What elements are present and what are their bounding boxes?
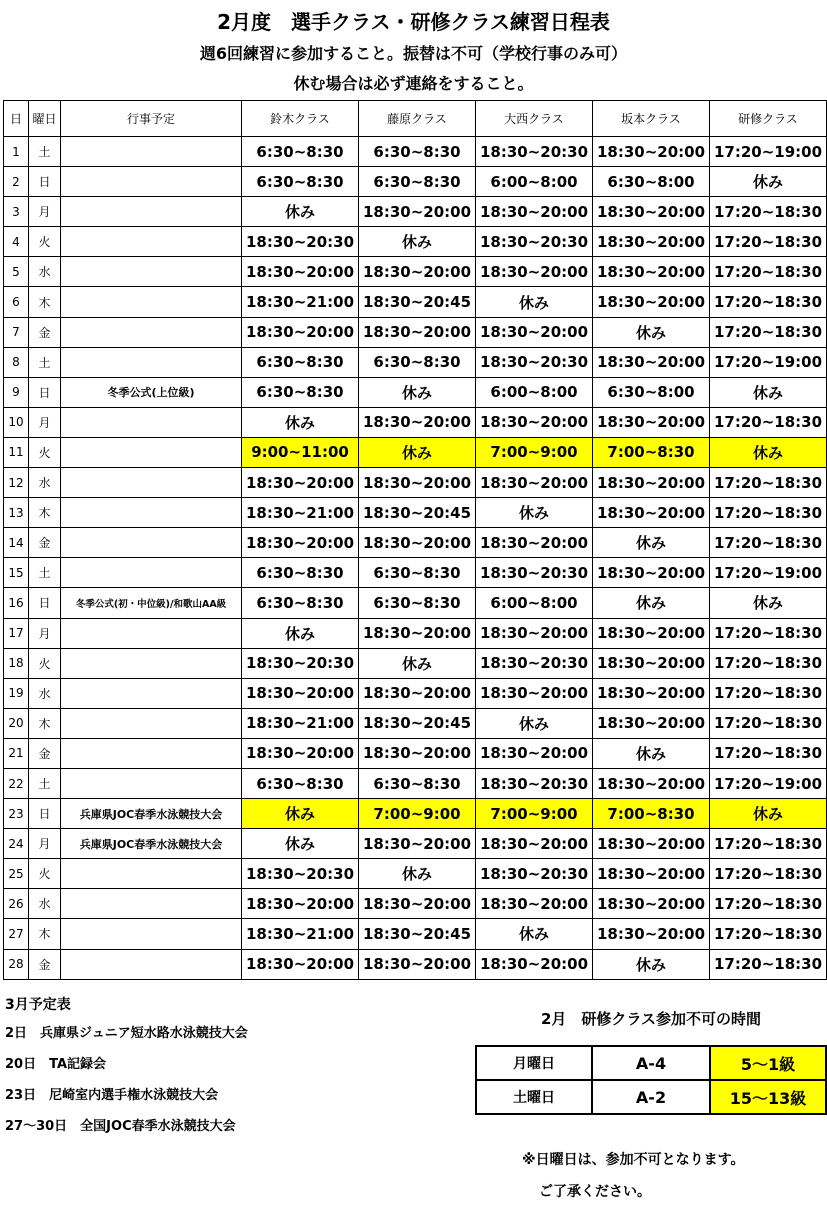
event-cell <box>61 498 242 528</box>
event-cell: 冬季公式(初・中位級)/和歌山AA級 <box>61 588 242 618</box>
schedule-row <box>4 257 827 287</box>
weekday: 火 <box>29 437 61 467</box>
practice-time-fujiwara: 18:30~20:00 <box>359 407 476 437</box>
schedule-row <box>4 588 827 618</box>
day-number: 20 <box>4 708 29 738</box>
practice-time-onishi: 7:00~9:00 <box>476 437 593 467</box>
event-cell: 兵庫県JOC春季水泳競技大会 <box>61 799 242 829</box>
event-cell <box>61 919 242 949</box>
practice-time-suzuki: 18:30~20:30 <box>242 227 359 257</box>
practice-time-fujiwara: 18:30~20:45 <box>359 287 476 317</box>
practice-time-fujiwara: 18:30~20:00 <box>359 678 476 708</box>
practice-time-fujiwara: 18:30~20:00 <box>359 738 476 768</box>
day-number: 5 <box>4 257 29 287</box>
schedule-row <box>4 859 827 889</box>
practice-time-onishi: 6:00~8:00 <box>476 377 593 407</box>
practice-time-kenshu: 17:20~18:30 <box>710 287 827 317</box>
practice-time-sakamoto: 6:30~8:00 <box>593 377 710 407</box>
weekday: 日 <box>29 588 61 618</box>
day-number: 8 <box>4 347 29 377</box>
header-weekday: 曜日 <box>29 101 61 137</box>
schedule-row <box>4 347 827 377</box>
weekday: 金 <box>29 949 61 979</box>
day-number: 2 <box>4 167 29 197</box>
practice-time-fujiwara: 休み <box>359 648 476 678</box>
event-cell <box>61 167 242 197</box>
practice-time-suzuki: 18:30~20:00 <box>242 738 359 768</box>
practice-time-onishi: 18:30~20:00 <box>476 618 593 648</box>
schedule-row <box>4 287 827 317</box>
practice-time-kenshu: 17:20~18:30 <box>710 829 827 859</box>
practice-time-fujiwara: 18:30~20:00 <box>359 889 476 919</box>
practice-time-fujiwara: 6:30~8:30 <box>359 167 476 197</box>
day-number: 21 <box>4 738 29 768</box>
practice-time-suzuki: 18:30~21:00 <box>242 287 359 317</box>
practice-time-sakamoto: 7:00~8:30 <box>593 799 710 829</box>
march-item: 27～30日 全国JOC春季水泳競技大会 <box>5 1119 236 1134</box>
event-cell <box>61 468 242 498</box>
practice-time-kenshu: 休み <box>710 377 827 407</box>
schedule-row <box>4 648 827 678</box>
practice-time-fujiwara: 休み <box>359 377 476 407</box>
practice-time-onishi: 18:30~20:00 <box>476 528 593 558</box>
weekday: 火 <box>29 227 61 257</box>
practice-time-kenshu: 休み <box>710 437 827 467</box>
event-cell <box>61 407 242 437</box>
header-events: 行事予定 <box>61 101 242 137</box>
header-day: 日 <box>4 101 29 137</box>
practice-time-suzuki: 休み <box>242 197 359 227</box>
subtitle-absence-rule: 休む場合は必ず連絡をすること。 <box>293 74 534 93</box>
practice-time-sakamoto: 18:30~20:00 <box>593 287 710 317</box>
schedule-row <box>4 678 827 708</box>
practice-time-kenshu: 17:20~18:30 <box>710 708 827 738</box>
event-cell <box>61 889 242 919</box>
practice-time-suzuki: 6:30~8:30 <box>242 347 359 377</box>
practice-time-sakamoto: 18:30~20:00 <box>593 137 710 167</box>
event-cell <box>61 257 242 287</box>
march-item: 20日 TA記録会 <box>5 1057 107 1072</box>
practice-time-suzuki: 6:30~8:30 <box>242 377 359 407</box>
practice-time-sakamoto: 18:30~20:00 <box>593 498 710 528</box>
practice-time-suzuki: 18:30~20:30 <box>242 648 359 678</box>
practice-time-onishi: 18:30~20:00 <box>476 257 593 287</box>
weekday: 月 <box>29 829 61 859</box>
practice-time-kenshu: 17:20~18:30 <box>710 227 827 257</box>
practice-time-sakamoto: 18:30~20:00 <box>593 618 710 648</box>
weekday: 水 <box>29 889 61 919</box>
practice-time-suzuki: 18:30~20:00 <box>242 889 359 919</box>
practice-time-suzuki: 6:30~8:30 <box>242 137 359 167</box>
practice-time-sakamoto: 18:30~20:00 <box>593 768 710 798</box>
practice-time-fujiwara: 休み <box>359 437 476 467</box>
schedule-table <box>3 100 827 980</box>
practice-time-kenshu: 17:20~18:30 <box>710 738 827 768</box>
practice-time-suzuki: 休み <box>242 618 359 648</box>
practice-time-kenshu: 17:20~18:30 <box>710 257 827 287</box>
event-cell <box>61 738 242 768</box>
event-cell <box>61 317 242 347</box>
header-kenshu-class: 研修クラス <box>710 101 827 137</box>
unavailable-group: A-4 <box>592 1046 710 1080</box>
practice-time-sakamoto: 18:30~20:00 <box>593 708 710 738</box>
practice-time-sakamoto: 18:30~20:00 <box>593 468 710 498</box>
practice-time-sakamoto: 休み <box>593 317 710 347</box>
schedule-row <box>4 949 827 979</box>
practice-time-sakamoto: 7:00~8:30 <box>593 437 710 467</box>
practice-time-onishi: 18:30~20:30 <box>476 347 593 377</box>
weekday: 月 <box>29 407 61 437</box>
event-cell <box>61 618 242 648</box>
practice-time-fujiwara: 6:30~8:30 <box>359 137 476 167</box>
practice-time-fujiwara: 18:30~20:00 <box>359 829 476 859</box>
event-cell <box>61 287 242 317</box>
practice-time-fujiwara: 18:30~20:00 <box>359 949 476 979</box>
practice-time-fujiwara: 18:30~20:00 <box>359 528 476 558</box>
unavailable-weekday: 土曜日 <box>476 1080 592 1114</box>
practice-time-sakamoto: 休み <box>593 588 710 618</box>
header-suzuki-class: 鈴木クラス <box>242 101 359 137</box>
practice-time-fujiwara: 6:30~8:30 <box>359 347 476 377</box>
practice-time-suzuki: 休み <box>242 799 359 829</box>
practice-time-sakamoto: 18:30~20:00 <box>593 859 710 889</box>
practice-time-kenshu: 17:20~19:00 <box>710 558 827 588</box>
practice-time-onishi: 18:30~20:00 <box>476 407 593 437</box>
day-number: 11 <box>4 437 29 467</box>
practice-time-onishi: 18:30~20:30 <box>476 137 593 167</box>
day-number: 14 <box>4 528 29 558</box>
day-number: 13 <box>4 498 29 528</box>
event-cell <box>61 859 242 889</box>
event-cell <box>61 678 242 708</box>
day-number: 28 <box>4 949 29 979</box>
event-cell <box>61 558 242 588</box>
weekday: 土 <box>29 768 61 798</box>
weekday: 金 <box>29 738 61 768</box>
kenshu-unavailable-table <box>475 1045 827 1115</box>
subtitle-attendance-rule: 週6回練習に参加すること。振替は不可（学校行事のみ可） <box>199 44 628 63</box>
schedule-row <box>4 377 827 407</box>
practice-time-sakamoto: 休み <box>593 528 710 558</box>
practice-time-fujiwara: 休み <box>359 859 476 889</box>
practice-time-suzuki: 休み <box>242 407 359 437</box>
practice-time-onishi: 18:30~20:00 <box>476 738 593 768</box>
weekday: 日 <box>29 377 61 407</box>
practice-time-onishi: 6:00~8:00 <box>476 588 593 618</box>
day-number: 15 <box>4 558 29 588</box>
event-cell <box>61 227 242 257</box>
weekday: 日 <box>29 799 61 829</box>
practice-time-sakamoto: 18:30~20:00 <box>593 648 710 678</box>
practice-time-suzuki: 6:30~8:30 <box>242 167 359 197</box>
practice-time-fujiwara: 6:30~8:30 <box>359 588 476 618</box>
weekday: 火 <box>29 859 61 889</box>
practice-time-onishi: 7:00~9:00 <box>476 799 593 829</box>
weekday: 月 <box>29 618 61 648</box>
day-number: 26 <box>4 889 29 919</box>
unavailable-weekday: 月曜日 <box>476 1046 592 1080</box>
day-number: 18 <box>4 648 29 678</box>
day-number: 25 <box>4 859 29 889</box>
event-cell <box>61 197 242 227</box>
kenshu-unavailable-row <box>476 1080 826 1114</box>
practice-time-kenshu: 休み <box>710 799 827 829</box>
practice-time-suzuki: 18:30~20:00 <box>242 528 359 558</box>
unavailable-group: A-2 <box>592 1080 710 1114</box>
schedule-row <box>4 919 827 949</box>
weekday: 木 <box>29 708 61 738</box>
practice-time-onishi: 18:30~20:00 <box>476 317 593 347</box>
header-fujiwara-class: 藤原クラス <box>359 101 476 137</box>
practice-time-sakamoto: 18:30~20:00 <box>593 407 710 437</box>
practice-time-suzuki: 18:30~20:00 <box>242 468 359 498</box>
practice-time-sakamoto: 18:30~20:00 <box>593 558 710 588</box>
practice-time-kenshu: 17:20~18:30 <box>710 407 827 437</box>
sunday-note: ※日曜日は、参加不可となります。 <box>522 1152 745 1168</box>
weekday: 木 <box>29 498 61 528</box>
unavailable-grade: 5～1級 <box>710 1046 826 1080</box>
practice-time-fujiwara: 18:30~20:45 <box>359 498 476 528</box>
practice-time-suzuki: 18:30~20:00 <box>242 678 359 708</box>
march-item: 2日 兵庫県ジュニア短水路水泳競技大会 <box>5 1026 248 1041</box>
practice-time-onishi: 休み <box>476 919 593 949</box>
practice-time-kenshu: 17:20~18:30 <box>710 949 827 979</box>
practice-time-sakamoto: 18:30~20:00 <box>593 678 710 708</box>
practice-time-onishi: 休み <box>476 708 593 738</box>
day-number: 23 <box>4 799 29 829</box>
practice-time-suzuki: 6:30~8:30 <box>242 588 359 618</box>
header-sakamoto-class: 坂本クラス <box>593 101 710 137</box>
practice-time-sakamoto: 18:30~20:00 <box>593 197 710 227</box>
practice-time-onishi: 18:30~20:00 <box>476 197 593 227</box>
practice-time-onishi: 18:30~20:00 <box>476 829 593 859</box>
day-number: 7 <box>4 317 29 347</box>
schedule-row <box>4 197 827 227</box>
march-item: 23日 尼崎室内選手権水泳競技大会 <box>5 1088 219 1103</box>
event-cell: 兵庫県JOC春季水泳競技大会 <box>61 829 242 859</box>
event-cell <box>61 437 242 467</box>
practice-time-suzuki: 18:30~20:00 <box>242 949 359 979</box>
header-onishi-class: 大西クラス <box>476 101 593 137</box>
day-number: 12 <box>4 468 29 498</box>
practice-time-kenshu: 休み <box>710 167 827 197</box>
practice-time-fujiwara: 7:00~9:00 <box>359 799 476 829</box>
weekday: 月 <box>29 197 61 227</box>
practice-time-kenshu: 17:20~18:30 <box>710 317 827 347</box>
practice-time-fujiwara: 18:30~20:45 <box>359 708 476 738</box>
practice-time-kenshu: 17:20~18:30 <box>710 919 827 949</box>
day-number: 17 <box>4 618 29 648</box>
practice-time-kenshu: 17:20~18:30 <box>710 468 827 498</box>
day-number: 27 <box>4 919 29 949</box>
practice-time-kenshu: 17:20~18:30 <box>710 648 827 678</box>
march-schedule <box>5 992 248 1142</box>
day-number: 3 <box>4 197 29 227</box>
event-cell <box>61 949 242 979</box>
kenshu-unavailable-row <box>476 1046 826 1080</box>
practice-time-onishi: 18:30~20:30 <box>476 227 593 257</box>
practice-time-kenshu: 17:20~19:00 <box>710 768 827 798</box>
schedule-row <box>4 407 827 437</box>
practice-time-onishi: 18:30~20:30 <box>476 768 593 798</box>
day-number: 4 <box>4 227 29 257</box>
practice-time-kenshu: 17:20~19:00 <box>710 347 827 377</box>
day-number: 10 <box>4 407 29 437</box>
practice-time-fujiwara: 18:30~20:00 <box>359 257 476 287</box>
schedule-row <box>4 167 827 197</box>
weekday: 土 <box>29 347 61 377</box>
weekday: 土 <box>29 558 61 588</box>
practice-time-suzuki: 18:30~20:00 <box>242 257 359 287</box>
event-cell: 冬季公式(上位級) <box>61 377 242 407</box>
schedule-row <box>4 558 827 588</box>
schedule-header-row <box>4 101 827 137</box>
practice-time-fujiwara: 18:30~20:00 <box>359 468 476 498</box>
schedule-row <box>4 708 827 738</box>
event-cell <box>61 137 242 167</box>
practice-time-onishi: 18:30~20:30 <box>476 558 593 588</box>
schedule-row <box>4 137 827 167</box>
practice-time-onishi: 18:30~20:30 <box>476 648 593 678</box>
practice-time-sakamoto: 休み <box>593 949 710 979</box>
day-number: 16 <box>4 588 29 618</box>
practice-time-sakamoto: 18:30~20:00 <box>593 257 710 287</box>
practice-time-kenshu: 17:20~18:30 <box>710 678 827 708</box>
practice-time-onishi: 18:30~20:00 <box>476 889 593 919</box>
practice-time-fujiwara: 6:30~8:30 <box>359 558 476 588</box>
schedule-row <box>4 498 827 528</box>
practice-time-kenshu: 17:20~19:00 <box>710 137 827 167</box>
practice-time-suzuki: 18:30~20:30 <box>242 859 359 889</box>
event-cell <box>61 648 242 678</box>
schedule-row <box>4 799 827 829</box>
practice-time-suzuki: 18:30~21:00 <box>242 919 359 949</box>
weekday: 木 <box>29 919 61 949</box>
practice-time-fujiwara: 休み <box>359 227 476 257</box>
day-number: 24 <box>4 829 29 859</box>
practice-time-onishi: 18:30~20:00 <box>476 949 593 979</box>
schedule-row <box>4 829 827 859</box>
day-number: 6 <box>4 287 29 317</box>
practice-time-onishi: 18:30~20:30 <box>476 859 593 889</box>
weekday: 水 <box>29 468 61 498</box>
weekday: 金 <box>29 317 61 347</box>
practice-time-sakamoto: 18:30~20:00 <box>593 347 710 377</box>
page-title: 2月度 選手クラス・研修クラス練習日程表 <box>217 10 610 34</box>
practice-time-onishi: 休み <box>476 498 593 528</box>
practice-time-suzuki: 6:30~8:30 <box>242 558 359 588</box>
weekday: 日 <box>29 167 61 197</box>
schedule-row <box>4 889 827 919</box>
day-number: 1 <box>4 137 29 167</box>
practice-time-fujiwara: 18:30~20:00 <box>359 317 476 347</box>
practice-time-kenshu: 17:20~18:30 <box>710 859 827 889</box>
practice-time-kenshu: 休み <box>710 588 827 618</box>
unavailable-grade: 15～13級 <box>710 1080 826 1114</box>
weekday: 水 <box>29 257 61 287</box>
practice-time-sakamoto: 18:30~20:00 <box>593 227 710 257</box>
practice-time-sakamoto: 18:30~20:00 <box>593 829 710 859</box>
schedule-row <box>4 528 827 558</box>
practice-time-kenshu: 17:20~18:30 <box>710 197 827 227</box>
practice-time-onishi: 18:30~20:00 <box>476 678 593 708</box>
schedule-row <box>4 227 827 257</box>
weekday: 木 <box>29 287 61 317</box>
weekday: 金 <box>29 528 61 558</box>
practice-time-onishi: 6:00~8:00 <box>476 167 593 197</box>
weekday: 水 <box>29 678 61 708</box>
day-number: 19 <box>4 678 29 708</box>
practice-time-suzuki: 6:30~8:30 <box>242 768 359 798</box>
event-cell <box>61 768 242 798</box>
event-cell <box>61 528 242 558</box>
practice-time-sakamoto: 18:30~20:00 <box>593 889 710 919</box>
practice-time-sakamoto: 休み <box>593 738 710 768</box>
practice-time-kenshu: 17:20~18:30 <box>710 498 827 528</box>
practice-time-sakamoto: 18:30~20:00 <box>593 919 710 949</box>
weekday: 土 <box>29 137 61 167</box>
practice-time-suzuki: 9:00~11:00 <box>242 437 359 467</box>
practice-time-suzuki: 18:30~21:00 <box>242 708 359 738</box>
kenshu-unavailable-title: 2月 研修クラス参加不可の時間 <box>541 1010 761 1028</box>
practice-time-kenshu: 17:20~18:30 <box>710 528 827 558</box>
schedule-row <box>4 618 827 648</box>
event-cell <box>61 347 242 377</box>
schedule-row <box>4 738 827 768</box>
practice-time-onishi: 18:30~20:00 <box>476 468 593 498</box>
practice-time-fujiwara: 6:30~8:30 <box>359 768 476 798</box>
schedule-row <box>4 437 827 467</box>
practice-time-suzuki: 18:30~21:00 <box>242 498 359 528</box>
schedule-row <box>4 317 827 347</box>
event-cell <box>61 708 242 738</box>
practice-time-suzuki: 18:30~20:00 <box>242 317 359 347</box>
practice-time-fujiwara: 18:30~20:00 <box>359 618 476 648</box>
march-schedule-title: 3月予定表 <box>5 997 71 1013</box>
schedule-row <box>4 768 827 798</box>
sunday-note-thanks: ご了承ください。 <box>539 1184 651 1200</box>
schedule-row <box>4 468 827 498</box>
practice-time-suzuki: 休み <box>242 829 359 859</box>
practice-time-fujiwara: 18:30~20:00 <box>359 197 476 227</box>
practice-time-onishi: 休み <box>476 287 593 317</box>
practice-time-kenshu: 17:20~18:30 <box>710 618 827 648</box>
weekday: 火 <box>29 648 61 678</box>
practice-time-kenshu: 17:20~18:30 <box>710 889 827 919</box>
practice-time-fujiwara: 18:30~20:45 <box>359 919 476 949</box>
practice-time-sakamoto: 6:30~8:00 <box>593 167 710 197</box>
day-number: 9 <box>4 377 29 407</box>
day-number: 22 <box>4 768 29 798</box>
